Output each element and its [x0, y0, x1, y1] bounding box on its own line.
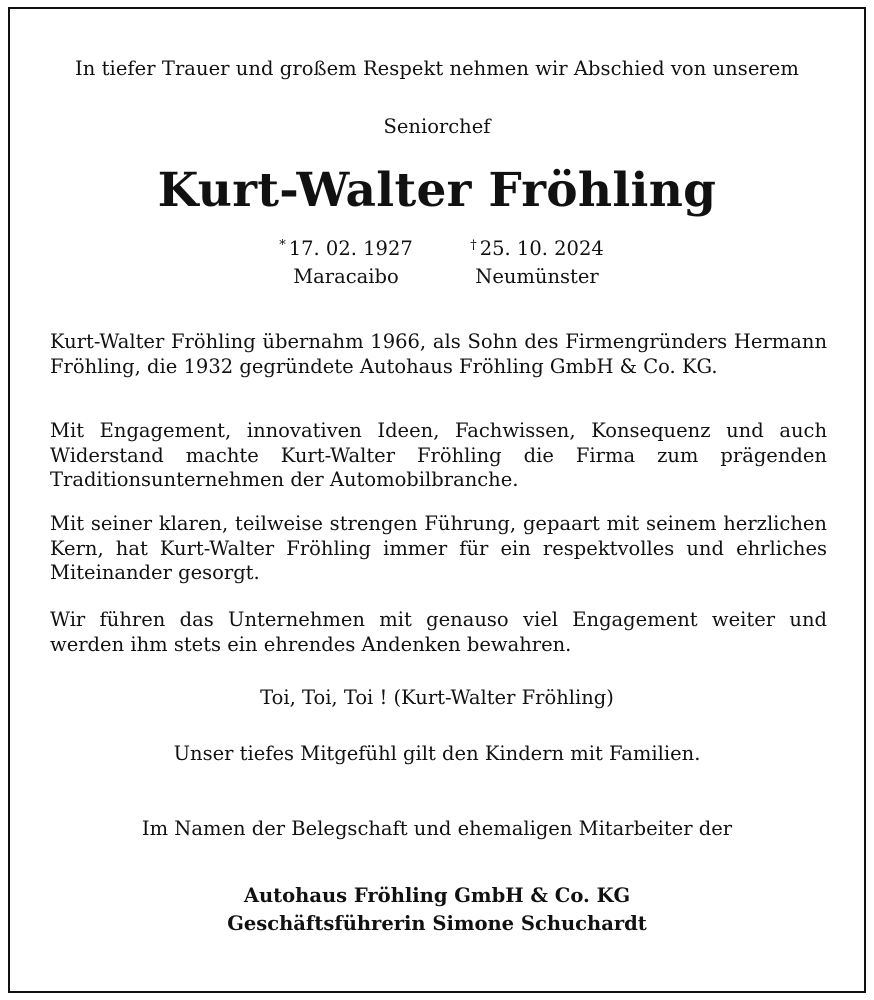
condolence-line: Unser tiefes Mitgefühl gilt den Kindern mit Familien. [173, 742, 701, 765]
birth-symbol: * [279, 238, 286, 253]
paragraph-legacy: Wir führen das Unternehmen mit genauso viel Engagement weiter und werden ihm stets ein ehrendes Andenken bewahren. [50, 608, 827, 656]
birth-date-line [276, 232, 416, 263]
obituary-notice [8, 7, 866, 993]
death-place: Neumünster [475, 265, 599, 288]
deceased-name: Kurt-Walter Fröhling [157, 163, 717, 218]
paragraph-engagement: Mit Engagement, innovativen Ideen, Fachwissen, Konsequenz und auch Widerstand machte Kurt-Walter Fröhling die Firma zum prägenden Traditionsunternehmen der Automobilbranche. [50, 419, 827, 491]
deceased-role: Seniorchef [383, 115, 491, 138]
company-name: Autohaus Fröhling GmbH & Co. KG [243, 884, 631, 907]
birth-info [276, 232, 416, 291]
death-info [462, 232, 612, 291]
birth-place: Maracaibo [293, 265, 399, 288]
life-dates [10, 232, 864, 292]
intro-line: In tiefer Trauer und großem Respekt nehmen wir Abschied von unserem [75, 57, 799, 80]
quote-line: Toi, Toi, Toi ! (Kurt-Walter Fröhling) [260, 686, 614, 709]
paragraph-leadership: Mit seiner klaren, teilweise strengen Führung, gepaart mit seinem herzlichen Kern, hat Kurt-Walter Fröhling immer für ein respektvolles und ehrliches Miteinander gesorgt. [50, 512, 827, 584]
birth-date: 17. 02. 1927 [288, 237, 413, 260]
on-behalf-line: Im Namen der Belegschaft und ehemaligen Mitarbeiter der [141, 817, 733, 840]
paragraph-history: Kurt-Walter Fröhling übernahm 1966, als Sohn des Firmengründers Hermann Fröhling, die 1932 gegründete Autohaus Fröhling GmbH & Co. KG. [50, 330, 827, 378]
death-date-line [462, 232, 612, 263]
death-symbol: † [470, 238, 477, 253]
death-date: 25. 10. 2024 [479, 237, 604, 260]
signatory-line: Geschäftsführerin Simone Schuchardt [227, 912, 647, 935]
